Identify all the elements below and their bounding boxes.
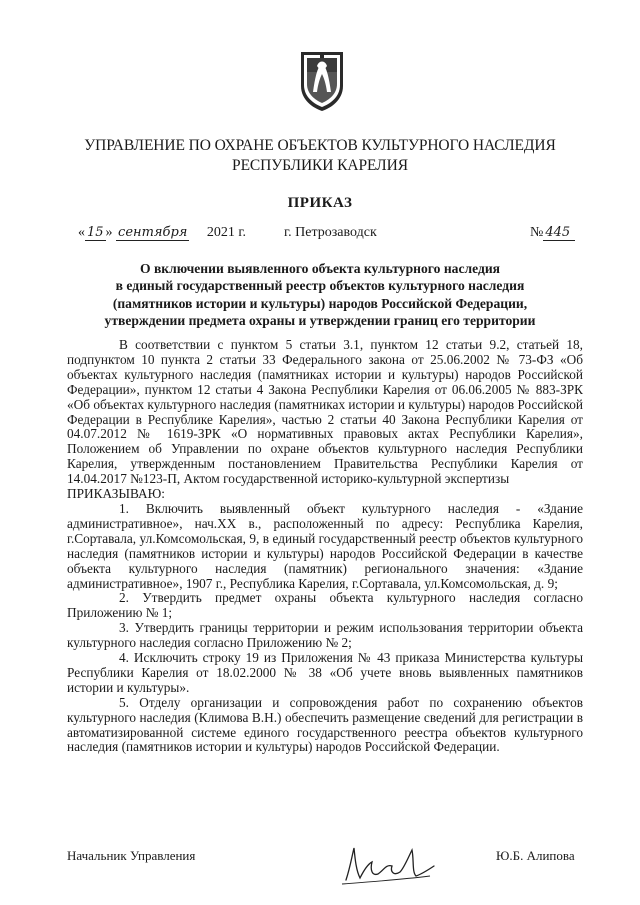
signatory-name: Ю.Б. Алипова [496,848,575,863]
title-line-4: утверждении предмета охраны и утверждении границ его территории [104,312,536,328]
order-item-1: 1. Включить выявленный объект культурного наследия - «Здание административное», нач.XX в., расположенный по адресу: Республика Карелия, г.Сортавала, ул.Комсомольская, 9, в единый государственный реестр объектов культурного наследия (памятников истории и культуры) народов Российской Федерации в качестве объекта культурного наследия (памятник) регионального значения: «Здание административное», 1907 г., Республика Карелия, г.Сортавала, ул.Комсомольская, д. 9; [67,500,583,591]
title-line-1: О включении выявленного объекта культурного наследия [139,261,501,276]
order-item-5: 5. Отделу организации и сопровождения работ по сохранению объектов культурного наследия (Климова В.Н.) обеспечить размещение сведений для регистрации в автоматизированной системе единого государственного реестра объектов культурного наследия (памятников истории и культуры) народов Российской Федерации. [67,694,583,755]
organization-line-2: РЕСПУБЛИКИ КАРЕЛИЯ [232,157,408,174]
number-label: № [530,225,544,240]
order-item-3: 3. Утвердить границы территории и режим использования территории объекта культурного наследия согласно Приложению № 2; [67,620,583,651]
document-title [60,260,580,329]
handwritten-signature [338,840,438,888]
document-body [67,338,583,755]
title-line-2: в единый государственный реестр объектов культурного наследия [115,278,525,294]
number-value: 445 [543,226,575,241]
document-type: ПРИКАЗ [287,195,353,211]
coat-of-arms-icon [297,48,347,112]
document-city: г. Петрозаводск [284,225,377,240]
date-month: сентября [118,225,188,240]
title-line-3: (памятников истории и культуры) народов Российской Федерации, [112,295,528,311]
organization-line-1: УПРАВЛЕНИЕ ПО ОХРАНЕ ОБЪЕКТОВ КУЛЬТУРНОГО НАСЛЕДИЯ [84,137,556,154]
date-day: 15 [87,225,104,240]
preamble-paragraph: В соответствии с пунктом 5 статьи 3.1, пунктом 12 статьи 9.2, статьей 18, подпунктом 10 пункта 2 статьи 33 Федерального закона от 25.06.2002 № 73-ФЗ «Об объектах культурного наследия (памятниках истории и культуры) народов Российской Федерации», пунктом 12 статьи 4 Закона Республики Карелия от 06.06.2005 № 883-ЗРК «Об объектах культурного наследия (памятниках истории и культуры) народов Российской Федерации в Республике Карелия», частью 2 статьи 40 Закона Республики Карелия от 04.07.2012 № 1619-ЗРК «О нормативных правовых актах Республики Карелия», Положением об Управлении по охране объектов культурного наследия Республики Карелия, утвержденным постановлением Правительства Республики Карелия от 14.04.2017 №123-П, Актом государственной историко-культурной экспертизы [67,337,583,487]
order-item-2: 2. Утвердить предмет охраны объекта культурного наследия согласно Приложению № 1; [67,590,583,621]
document-number [530,224,575,242]
date-year: 2021 г. [206,225,247,240]
organization-name [0,136,640,176]
signatory-position: Начальник Управления [67,848,196,863]
order-word: ПРИКАЗЫВАЮ: [67,486,165,502]
document-date: « 15 » сентября 2021 г. [78,225,247,240]
order-item-4: 4. Исключить строку 19 из Приложения № 43 приказа Министерства культуры Республики Карелия от 18.02.2000 № 38 «Об учете вновь выявленных памятников истории и культуры». [67,650,583,695]
